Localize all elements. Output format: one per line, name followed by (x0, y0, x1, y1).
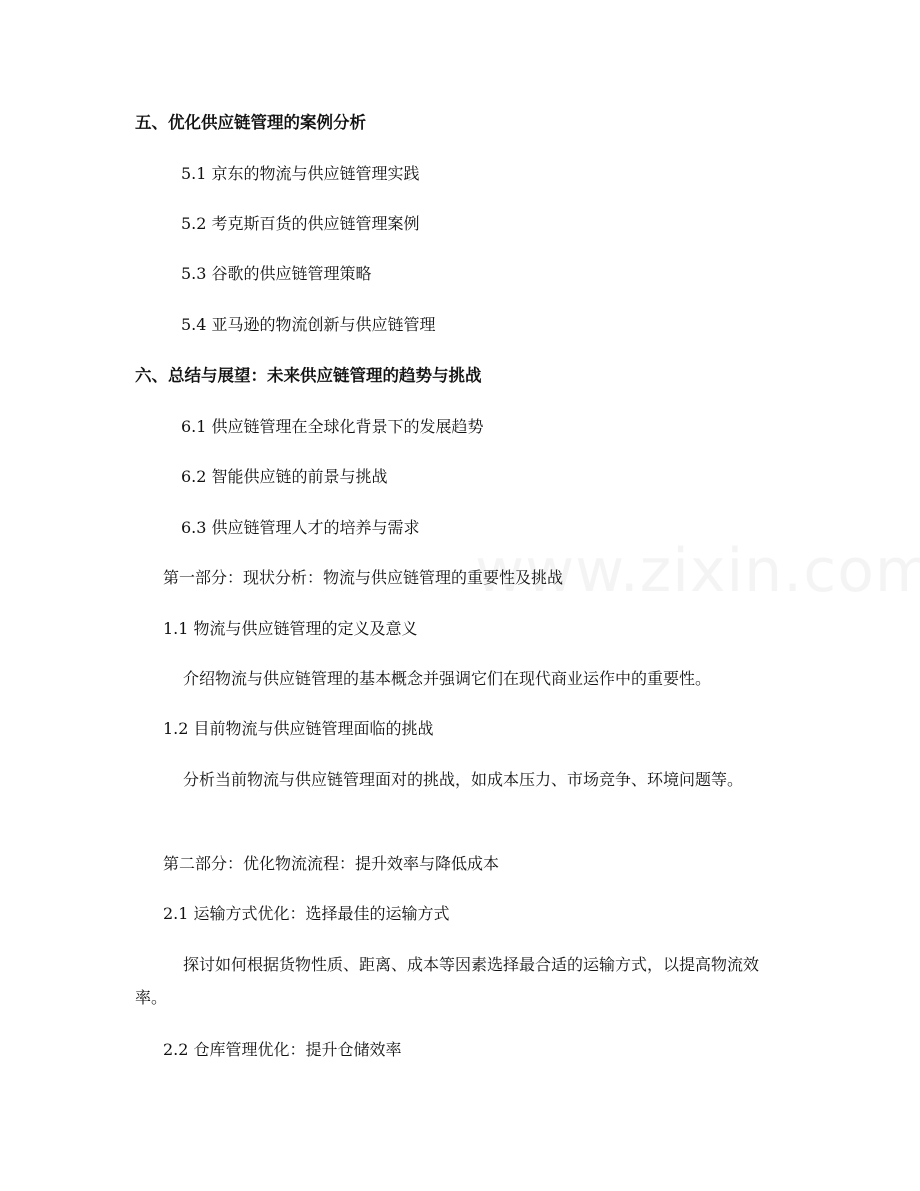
toc-item-6-2: 6.2 智能供应链的前景与挑战 (181, 467, 388, 486)
subsection-2-2-title: 2.2 仓库管理优化：提升仓储效率 (163, 1040, 402, 1059)
toc-item-6-3: 6.3 供应链管理人才的培养与需求 (181, 518, 420, 537)
part-2-title: 第二部分：优化物流流程：提升效率与降低成本 (163, 854, 500, 873)
section-heading-6: 六、总结与展望：未来供应链管理的趋势与挑战 (135, 366, 482, 385)
subsection-2-1-title: 2.1 运输方式优化：选择最佳的运输方式 (163, 904, 450, 923)
subsection-2-1-text: 探讨如何根据货物性质、距离、成本等因素选择最合适的运输方式，以提高物流效率。 (135, 955, 760, 1007)
toc-item-5-3: 5.3 谷歌的供应链管理策略 (181, 264, 372, 283)
subsection-1-2-text: 分析当前物流与供应链管理面对的挑战，如成本压力、市场竞争、环境问题等。 (183, 770, 744, 789)
toc-item-5-4: 5.4 亚马逊的物流创新与供应链管理 (181, 315, 436, 334)
subsection-1-2-title: 1.2 目前物流与供应链管理面临的挑战 (163, 719, 434, 738)
toc-item-5-1: 5.1 京东的物流与供应链管理实践 (181, 164, 420, 183)
part-1-title: 第一部分：现状分析：物流与供应链管理的重要性及挑战 (163, 568, 564, 587)
section-heading-5: 五、优化供应链管理的案例分析 (135, 113, 366, 132)
toc-item-6-1: 6.1 供应链管理在全球化背景下的发展趋势 (181, 417, 484, 436)
toc-item-5-2: 5.2 考克斯百货的供应链管理案例 (181, 214, 420, 233)
subsection-1-1-title: 1.1 物流与供应链管理的定义及意义 (163, 619, 418, 638)
subsection-1-1-text: 介绍物流与供应链管理的基本概念并强调它们在现代商业运作中的重要性。 (183, 669, 712, 688)
